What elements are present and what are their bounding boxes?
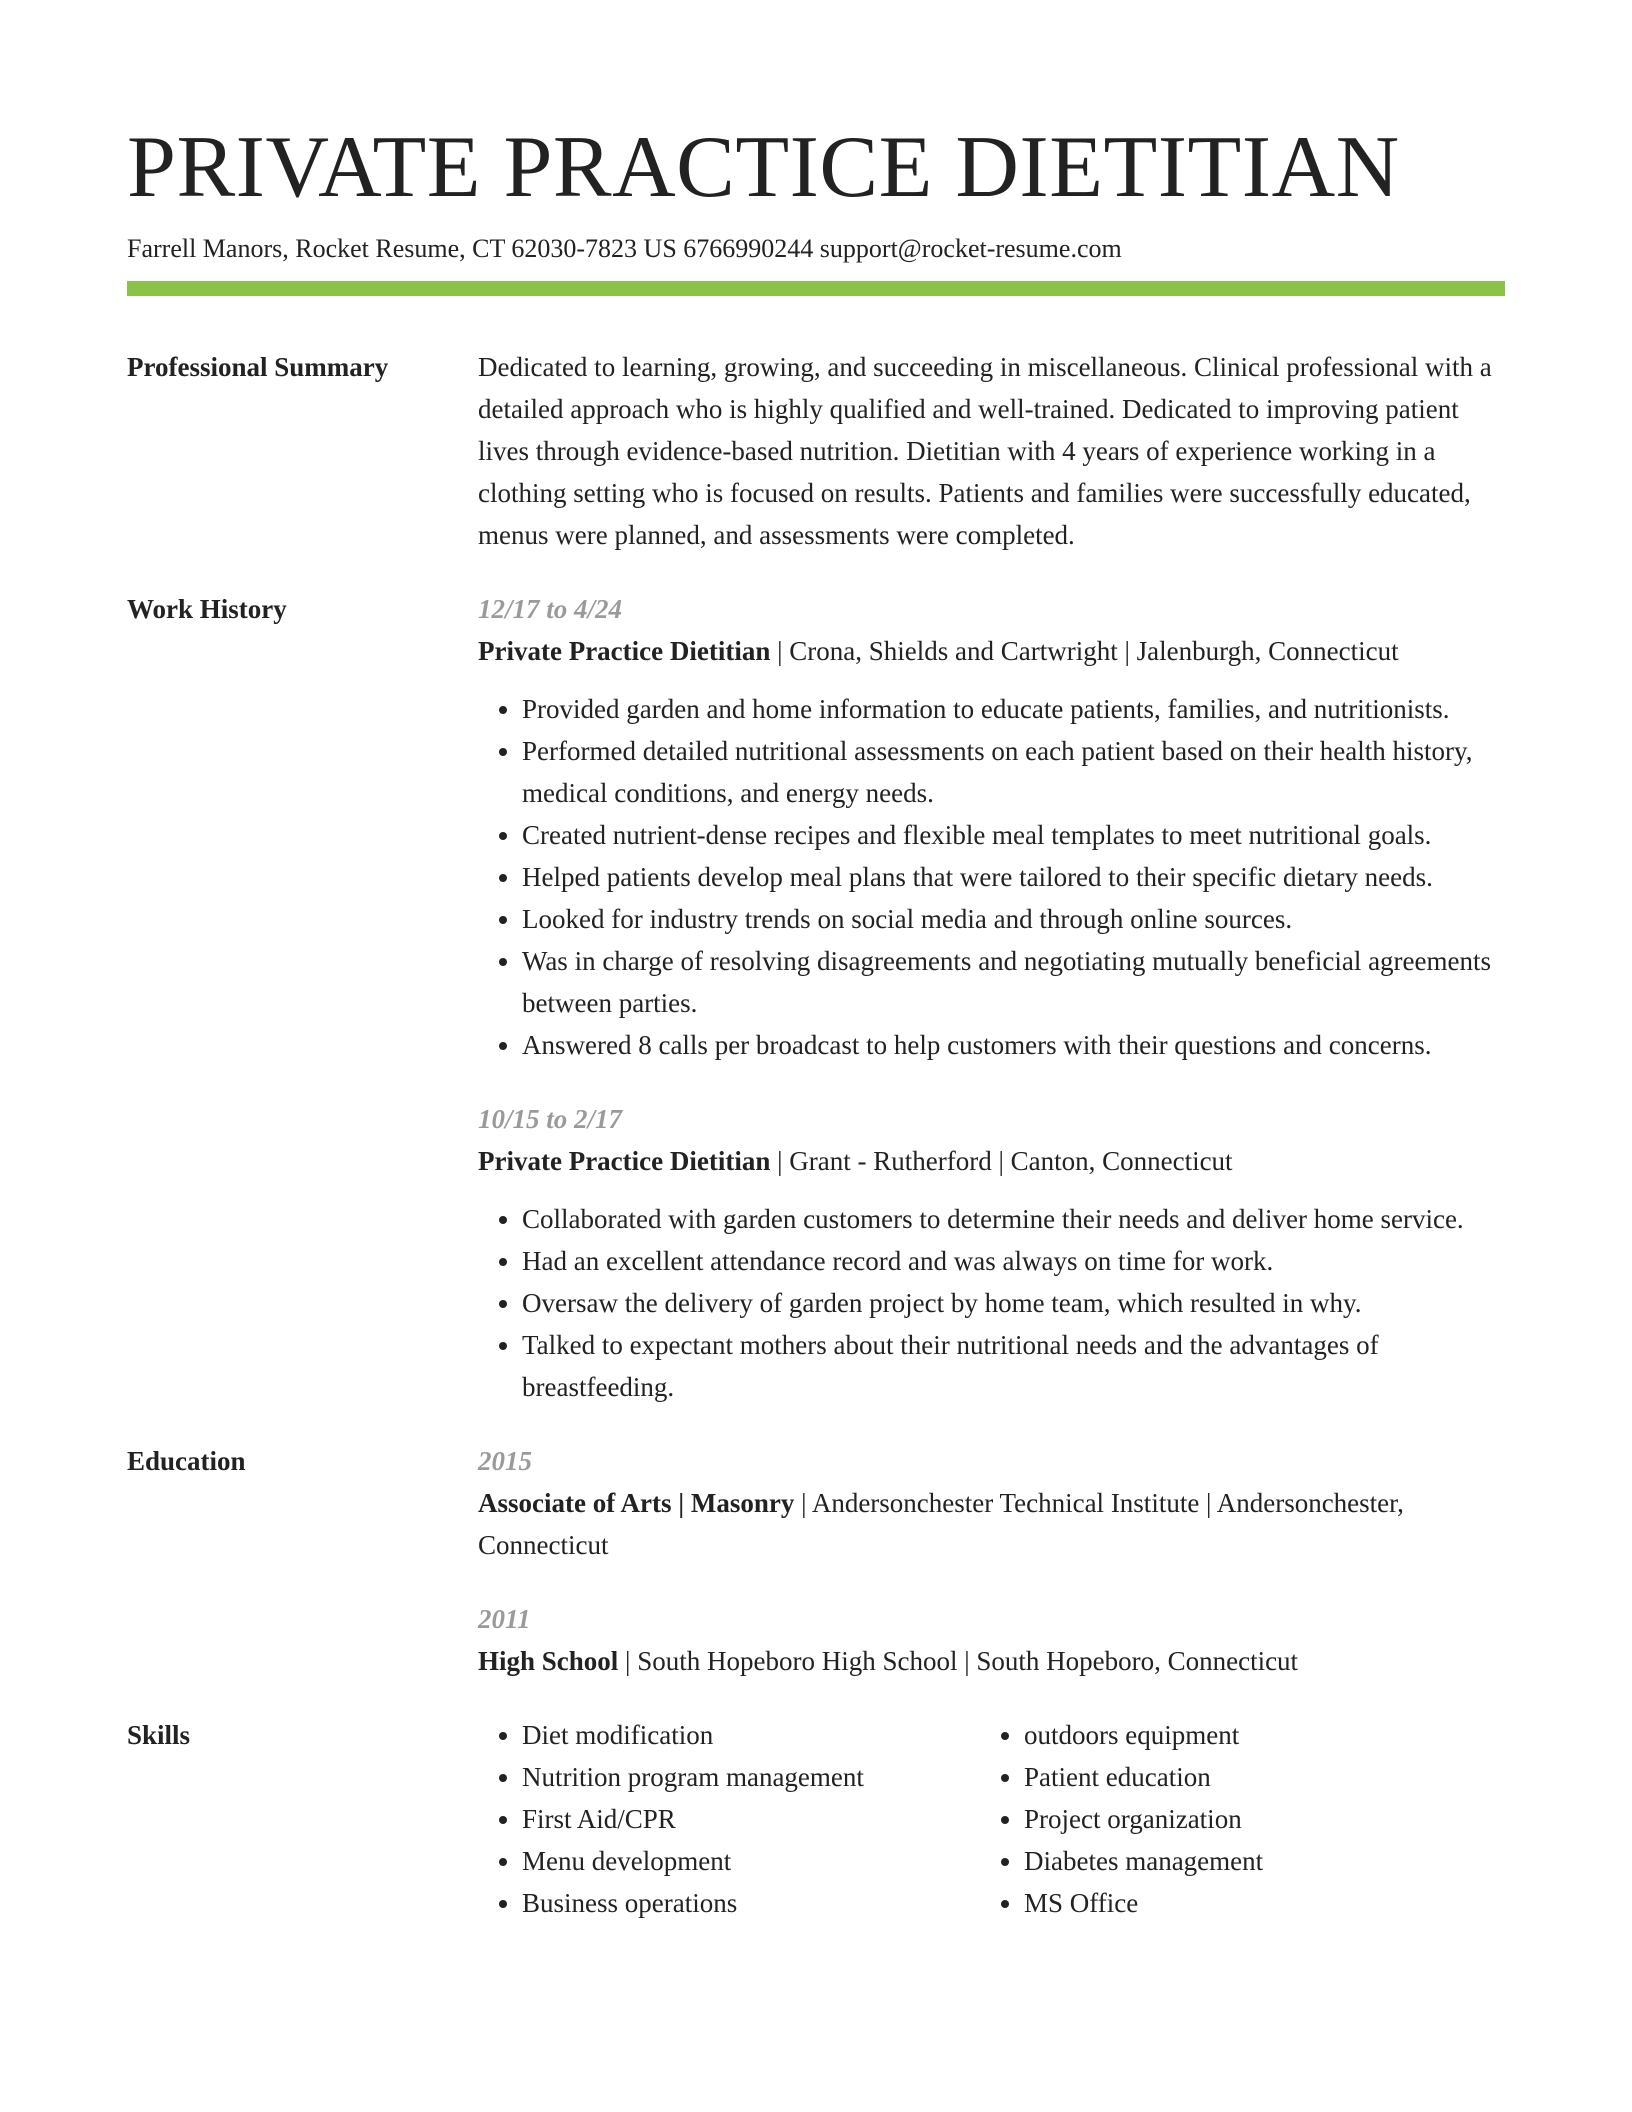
education-school-location: | South Hopeboro High School | South Hopeboro, Connecticut bbox=[618, 1646, 1299, 1676]
job-bullet: • Collaborated with garden customers to determine their needs and deliver home service. bbox=[522, 1198, 1505, 1240]
skill-item: • Diet modification bbox=[522, 1714, 980, 1756]
work-body bbox=[478, 588, 1505, 1408]
education-line bbox=[478, 1482, 1505, 1566]
education-year: 2015 bbox=[478, 1446, 532, 1476]
section-label-summary: Professional Summary bbox=[127, 352, 389, 382]
education-body bbox=[478, 1440, 1505, 1682]
skills-body bbox=[478, 1714, 1505, 1924]
skills-column-left bbox=[478, 1714, 980, 1924]
education-school-location: | Andersonchester Technical Institute | Andersonchester, Connecticut bbox=[478, 1488, 1404, 1560]
job-bullet: • Answered 8 calls per broadcast to help customers with their questions and concerns. bbox=[522, 1024, 1505, 1066]
education-degree: High School bbox=[478, 1646, 619, 1676]
job-title: Private Practice Dietitian bbox=[478, 636, 771, 666]
education-degree: Associate of Arts | Masonry bbox=[478, 1488, 795, 1518]
skill-item: • Business operations bbox=[522, 1882, 980, 1924]
job-bullet: • Oversaw the delivery of garden project by home team, which resulted in why. bbox=[522, 1282, 1505, 1324]
job-employer-location: | Grant - Rutherford | Canton, Connecticut bbox=[770, 1146, 1233, 1176]
education-year: 2011 bbox=[478, 1604, 531, 1634]
section-summary bbox=[127, 346, 1505, 556]
skill-item: • MS Office bbox=[1024, 1882, 1482, 1924]
skill-item: • First Aid/CPR bbox=[522, 1798, 980, 1840]
job-role-line bbox=[478, 630, 1505, 672]
section-label-education: Education bbox=[127, 1446, 246, 1476]
skills-column-right bbox=[980, 1714, 1482, 1924]
job-bullet: • Was in charge of resolving disagreements and negotiating mutually beneficial agreements between parties. bbox=[522, 940, 1505, 1024]
job-bullet: • Performed detailed nutritional assessments on each patient based on their health history, medical conditions, and energy needs. bbox=[522, 730, 1505, 814]
job-bullets bbox=[478, 1198, 1505, 1408]
job-entry bbox=[478, 1098, 1505, 1408]
section-work-history bbox=[127, 588, 1505, 1408]
accent-divider bbox=[127, 281, 1505, 296]
skill-item: • Diabetes management bbox=[1024, 1840, 1482, 1882]
job-entry bbox=[478, 588, 1505, 1066]
job-bullet: • Helped patients develop meal plans that were tailored to their specific dietary needs. bbox=[522, 856, 1505, 898]
job-bullet: • Created nutrient-dense recipes and flexible meal templates to meet nutritional goals. bbox=[522, 814, 1505, 856]
skill-item: • Project organization bbox=[1024, 1798, 1482, 1840]
skill-item: • Menu development bbox=[522, 1840, 980, 1882]
contact-line: Farrell Manors, Rocket Resume, CT 62030-7823 US 6766990244 support@rocket-resume.com bbox=[127, 234, 1122, 263]
skill-item: • Patient education bbox=[1024, 1756, 1482, 1798]
job-bullets bbox=[478, 688, 1505, 1066]
job-bullet: • Looked for industry trends on social media and through online sources. bbox=[522, 898, 1505, 940]
job-bullet: • Provided garden and home information to educate patients, families, and nutritionists. bbox=[522, 688, 1505, 730]
education-entry bbox=[478, 1440, 1505, 1566]
job-role-line bbox=[478, 1140, 1505, 1182]
skill-item: • Nutrition program management bbox=[522, 1756, 980, 1798]
education-line bbox=[478, 1640, 1505, 1682]
summary-text: Dedicated to learning, growing, and succeeding in miscellaneous. Clinical professional with a detailed approach who is highly qualified and well-trained. Dedicated to improving patient lives through evidence-based nutrition. Dietitian with 4 years of experience working in a clothing setting who is focused on results. Patients and families were successfully educated, menus were planned, and assessments were completed. bbox=[478, 352, 1492, 550]
job-bullet: • Talked to expectant mothers about their nutritional needs and the advantages of breastfeeding. bbox=[522, 1324, 1505, 1408]
resume-name: PRIVATE PRACTICE DIETITIAN bbox=[127, 119, 1400, 216]
job-dates: 10/15 to 2/17 bbox=[478, 1104, 623, 1134]
job-bullet: • Had an excellent attendance record and was always on time for work. bbox=[522, 1240, 1505, 1282]
job-title: Private Practice Dietitian bbox=[478, 1146, 771, 1176]
section-education bbox=[127, 1440, 1505, 1682]
job-dates: 12/17 to 4/24 bbox=[478, 594, 623, 624]
job-employer-location: | Crona, Shields and Cartwright | Jalenburgh, Connecticut bbox=[770, 636, 1399, 666]
skills-grid bbox=[478, 1714, 1505, 1924]
section-label-skills: Skills bbox=[127, 1720, 191, 1750]
section-skills bbox=[127, 1714, 1505, 1924]
skill-item: • outdoors equipment bbox=[1024, 1714, 1482, 1756]
section-label-work: Work History bbox=[127, 594, 287, 624]
skills-list bbox=[980, 1714, 1482, 1924]
education-entry bbox=[478, 1598, 1505, 1682]
skills-list bbox=[478, 1714, 980, 1924]
